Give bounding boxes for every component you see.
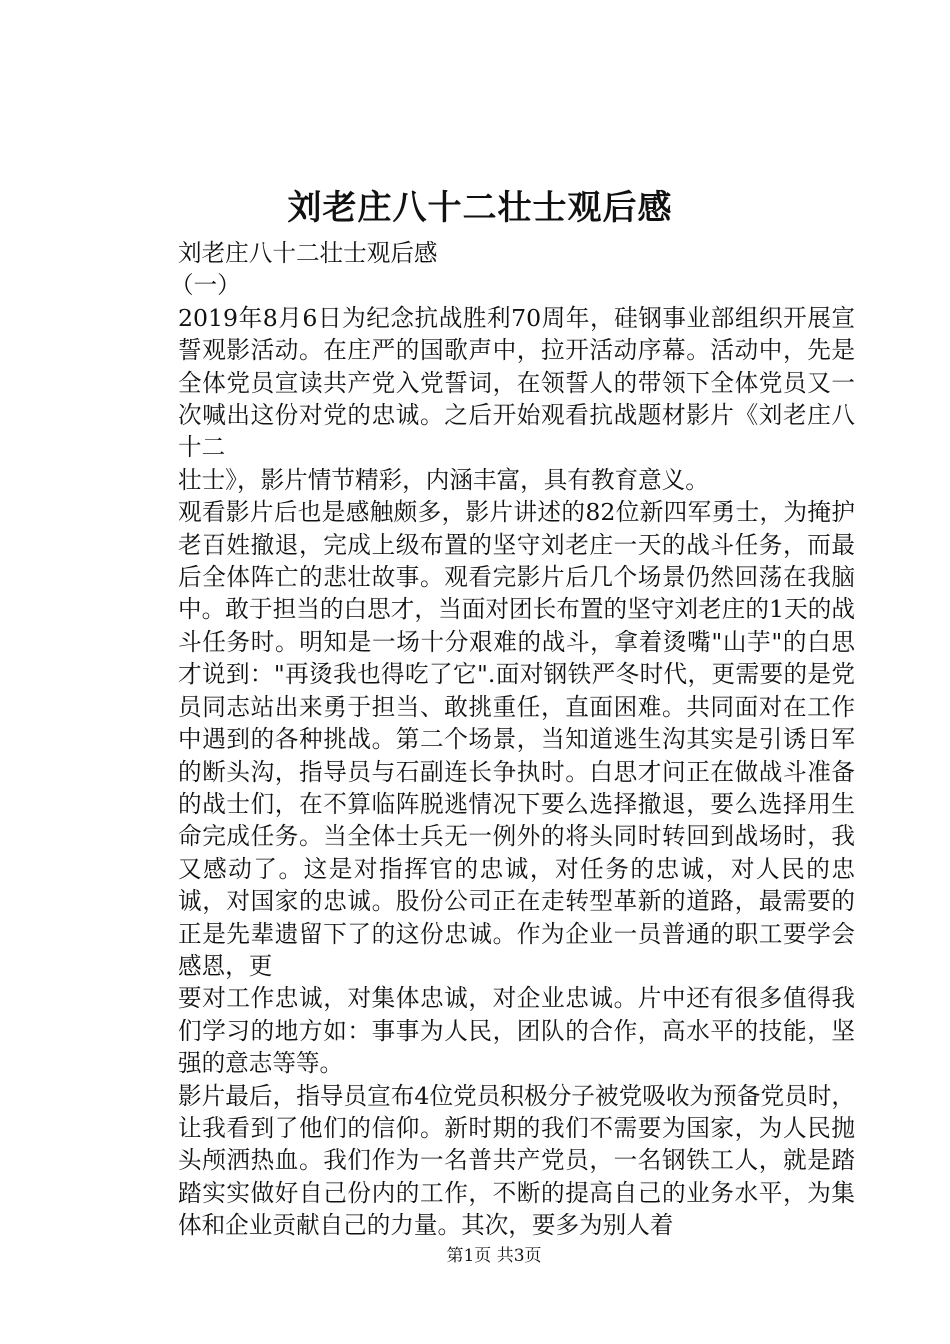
paragraph: 影片最后，指导员宣布4位党员积极分子被党吸收为预备党员时，让我看到了他们的信仰。新时期的我们不需要为国家，为人民抛头颅洒热血。我们作为一名普共产党员，一名钢铁工人，就是踏踏实实做好自己份内的工作，不断的提高自己的业务水平，为集体和企业贡献自己的力量。其次，要多为别人着 [178, 1081, 855, 1240]
document-title: 刘老庄八十二壮士观后感 [287, 188, 673, 228]
section-marker: （一） [170, 271, 241, 300]
document-subtitle: 刘老庄八十二壮士观后感 [178, 239, 438, 267]
document-body [130, 237, 855, 1242]
paragraph: 观看影片后也是感触颇多，影片讲述的82位新四军勇士，为掩护老百姓撤退，完成上级布置的坚守刘老庄一天的战斗任务，而最后全体阵亡的悲壮故事。观看完影片后几个场景仍然回荡在我脑中。敢于担当的白思才，当面对团长布置的坚守刘老庄的1天的战斗任务时。明知是一场十分艰难的战斗，拿着烫嘴"山芋"的白思才说到："再烫我也得吃了它".面对钢铁严冬时代，更需要的是党员同志站出来勇于担当、敢挑重任，直面困难。共同面对在工作中遇到的各种挑战。第二个场景，当知道逃生沟其实是引诱日军的断头沟，指导员与石副连长争执时。白思才问正在做战斗准备的战士们，在不算临阵脱逃情况下要么选择撤退，要么选择用生命完成任务。当全体士兵无一例外的将头同时转回到战场时，我又感动了。这是对指挥官的忠诚，对任务的忠诚，对人民的忠诚，对国家的忠诚。股份公司正在走转型革新的道路，最需要的正是先辈遗留下了的这份忠诚。作为企业一员普通的职工要学会感恩，更 [178, 498, 855, 980]
paragraph: 2019年8月6日为纪念抗战胜利70周年，硅钢事业部组织开展宣誓观影活动。在庄严的国歌声中，拉开活动序幕。活动中，先是全体党员宣读共产党入党誓词，在领誓人的带领下全体党员又一次喊出这份对党的忠诚。之后开始观看抗战题材影片《刘老庄八十二 [178, 303, 855, 462]
paragraph: 壮士》，影片情节精彩，内涵丰富，具有教育意义。 [178, 465, 709, 494]
page-footer: 第1页 共3页 [446, 1246, 542, 1266]
paragraph: 要对工作忠诚，对集体忠诚，对企业忠诚。片中还有很多值得我们学习的地方如：事事为人民，团队的合作，高水平的技能，坚强的意志等等。 [178, 984, 855, 1078]
